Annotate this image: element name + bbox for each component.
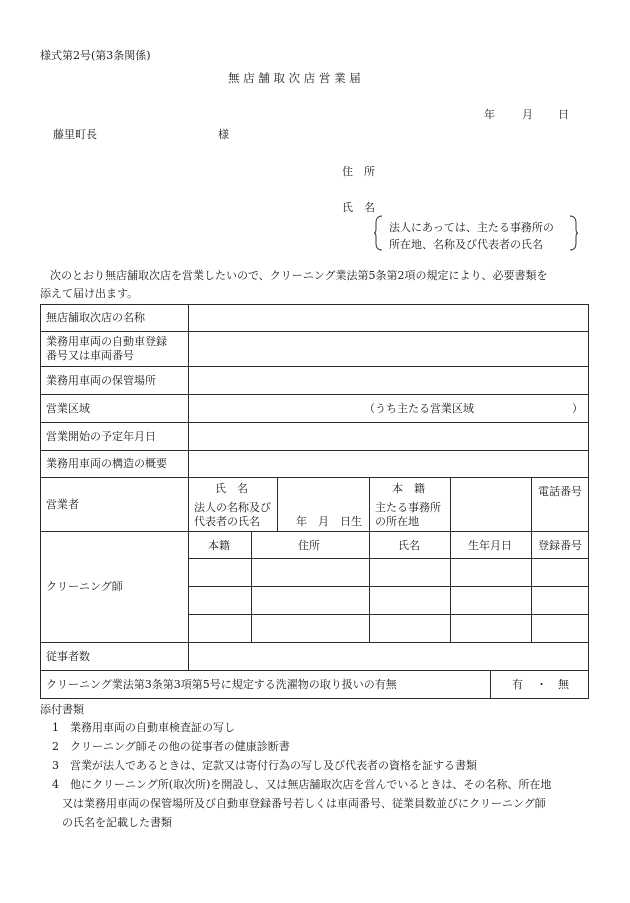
intro-line1: 次のとおり無店舗取次店を営業したいので、クリーニング業法第5条第2項の規定により、必要書類を [50, 269, 548, 282]
left-paren-bracket [374, 215, 384, 251]
vehicle-reg-label-line2: 番号又は車両番号 [46, 349, 134, 362]
laundry-question: クリーニング業法第3条第3項第5号に規定する洗濯物の取り扱いの有無 [46, 678, 397, 691]
attachment-item-3: 3 営業が法人であるときは、定款又は寄付行為の写し及び代表者の資格を証する書類 [52, 759, 477, 772]
operator-office-line1: 主たる事務所 [375, 501, 441, 514]
corp-note-line2: 所在地、名称及び代表者の氏名 [389, 238, 543, 251]
vehicle-structure-label: 業務用車両の構造の概要 [46, 457, 167, 470]
addressee: 藤里町長 [53, 128, 97, 141]
form-number-label: 様式第2号(第3条関係) [40, 49, 151, 62]
corp-note-line1: 法人にあっては、主たる事務所の [389, 221, 554, 234]
form-title: 無 店 舗 取 次 店 営 業 届 [228, 71, 361, 85]
store-name-label: 無店舗取次店の名称 [46, 311, 145, 324]
date-year: 年 [484, 108, 495, 121]
employees-label: 従事者数 [46, 650, 90, 663]
date-month: 月 [522, 108, 533, 121]
operator-domicile-label: 本 籍 [392, 482, 425, 495]
operator-birth-label: 年 月 日生 [296, 515, 362, 528]
right-paren-bracket [568, 215, 578, 251]
operator-name-label: 氏 名 [215, 482, 248, 495]
cleaners-header-name: 氏名 [398, 539, 420, 552]
cleaners-header-address: 住所 [298, 539, 320, 552]
operator-office-line2: の所在地 [375, 515, 419, 528]
intro-line2: 添えて届け出ます。 [40, 287, 139, 300]
name-label: 氏 名 [342, 201, 375, 214]
laundry-no: 無 [558, 678, 569, 691]
attachment-item-4-line1: 4 他にクリーニング所(取次所)を開設し、又は無店舗取次店を営んでいるときは、その名称、所在地 [52, 778, 552, 791]
operator-phone-label: 電話番号 [538, 485, 582, 498]
operator-label: 営業者 [46, 498, 79, 511]
attachment-item-1: 1 業務用車両の自動車検査証の写し [52, 721, 235, 734]
honorific: 様 [218, 128, 229, 141]
attachment-item-4-line2: 又は業務用車両の保管場所及び自動車登録番号若しくは車両番号、従業員数並びにクリーニング師 [62, 797, 546, 810]
attachment-item-4-line3: の氏名を記載した書類 [62, 816, 172, 829]
date-day: 日 [558, 108, 569, 121]
business-area-label: 営業区域 [46, 402, 90, 415]
cleaners-label: クリーニング師 [46, 580, 123, 593]
cleaners-header-birthdate: 生年月日 [468, 539, 512, 552]
laundry-separator: ・ [536, 678, 547, 691]
laundry-yes: 有 [512, 678, 523, 691]
operator-corp-line1: 法人の名称及び [194, 501, 271, 514]
vehicle-reg-label-line1: 業務用車両の自動車登録 [46, 335, 167, 348]
attachment-item-2: 2 クリーニング師その他の従事者の健康診断書 [52, 740, 290, 753]
attachments-title: 添付書類 [40, 703, 84, 716]
cleaners-header-domicile: 本籍 [208, 539, 230, 552]
operator-corp-line2: 代表者の氏名 [194, 515, 260, 528]
main-area-label: （うち主たる営業区域 [364, 402, 474, 415]
address-label: 住 所 [342, 165, 375, 178]
vehicle-storage-label: 業務用車両の保管場所 [46, 374, 156, 387]
cleaners-header-registration: 登録番号 [538, 539, 582, 552]
main-area-close: ） [572, 402, 583, 415]
start-date-label: 営業開始の予定年月日 [46, 430, 156, 443]
